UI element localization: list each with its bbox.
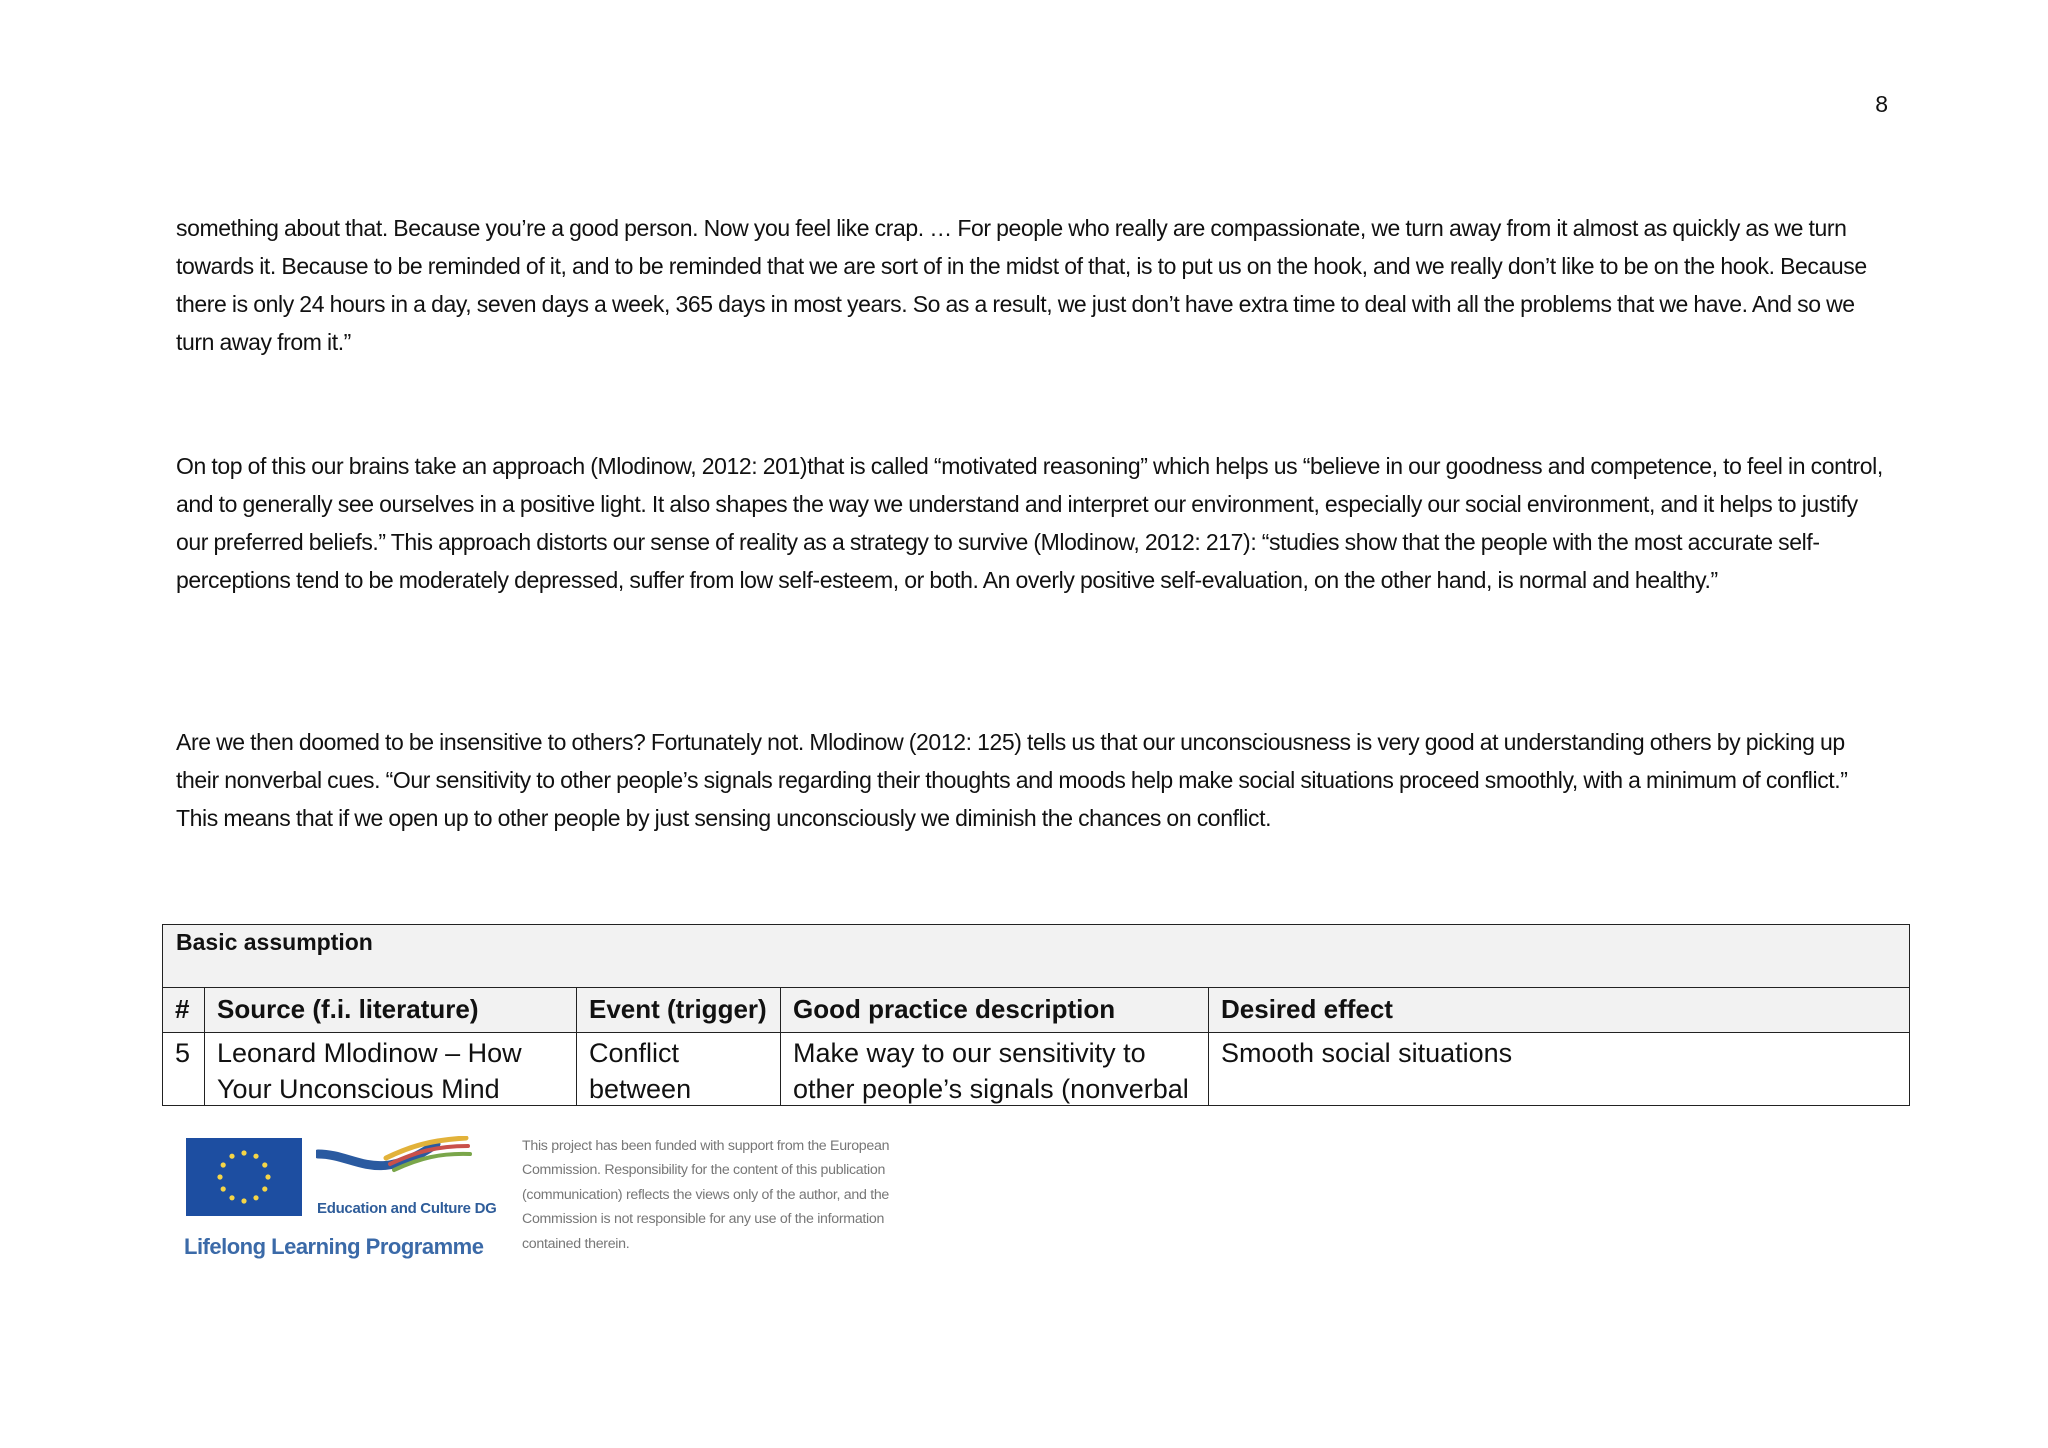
column-header: Source (f.i. literature) xyxy=(205,988,577,1032)
good-practice-table xyxy=(162,924,1910,1106)
eu-star-icon xyxy=(241,1198,246,1203)
eu-flag-icon xyxy=(186,1138,302,1216)
disclaimer-line: This project has been funded with support from the European xyxy=(522,1138,890,1154)
event-cell: Conflict between xyxy=(577,1033,781,1105)
page-number: 8 xyxy=(1875,91,1888,117)
body-paragraph: Are we then doomed to be insensitive to others? Fortunately not. Mlodinow (2012: 125) tells us that our unconsciousness is very good at understanding others by picking up their nonverbal cues. “Our sensitivity to other people’s signals regarding their thoughts and moods help make social situations proceed smoothly, with a minimum of conflict.” This means that if we open up to other people by just sensing unconsciously we diminish the chances on conflict. xyxy=(176,729,1848,831)
body-paragraph: On top of this our brains take an approach (Mlodinow, 2012: 201)that is called “motivated reasoning” which helps us “believe in our goodness and competence, to feel in control, and to generally see ourselves in a positive light. It also shapes the way we understand and interpret our environment, especially our social environment, and it helps to justify our preferred beliefs.” This approach distorts our sense of reality as a strategy to survive (Mlodinow, 2012: 217): “studies show that the people with the most accurate self-perceptions tend to be moderately depressed, suffer from low self-esteem, or both. An overly positive self-evaluation, on the other hand, is normal and healthy.” xyxy=(176,453,1883,593)
disclaimer-line: (communication) reflects the views only of the author, and the xyxy=(522,1186,890,1203)
eu-star-icon xyxy=(253,1154,258,1159)
eu-star-icon xyxy=(229,1195,234,1200)
eu-star-icon xyxy=(253,1195,258,1200)
column-header: Desired effect xyxy=(1221,994,1393,1024)
body-paragraph: something about that. Because you’re a good person. Now you feel like crap. … For people who really are compassionate, we turn away from it almost as quickly as we turn towards it. Because to be reminded of it, and to be reminded that we are sort of in the midst of that, is to put us on the hook, and we really don’t like to be on the hook. Because there is only 24 hours in a day, seven days a week, 365 days in most years. So as a result, we just don’t have extra time to deal with all the problems that we have. And so we turn away from it.” xyxy=(176,215,1867,355)
funding-footer xyxy=(180,1130,970,1270)
eu-star-icon xyxy=(229,1154,234,1159)
disclaimer-line: contained therein. xyxy=(522,1235,630,1252)
row-number-cell: 5 xyxy=(163,1033,205,1105)
eu-star-icon xyxy=(262,1186,267,1191)
table-header-row xyxy=(163,988,1909,1033)
source-cell: Leonard Mlodinow – How Your Unconscious Mind xyxy=(205,1033,577,1105)
table-title-row xyxy=(163,925,1909,988)
eu-star-icon xyxy=(221,1186,226,1191)
programme-label: Lifelong Learning Programme xyxy=(184,1234,484,1259)
eu-star-icon xyxy=(265,1174,270,1179)
eu-star-icon xyxy=(262,1162,267,1167)
eu-star-icon xyxy=(221,1162,226,1167)
effect-cell: Smooth social situations xyxy=(1221,1038,1513,1068)
disclaimer-line: Commission. Responsibility for the content of this publication xyxy=(522,1162,886,1179)
agency-label: Education and Culture DG xyxy=(317,1200,497,1217)
table-grid xyxy=(163,988,1909,1105)
column-header: # xyxy=(163,988,205,1032)
table-row xyxy=(163,1033,1909,1105)
table-title: Basic assumption xyxy=(176,929,373,955)
education-culture-logo-icon xyxy=(316,1136,476,1196)
funding-disclaimer xyxy=(522,1134,982,1256)
eu-star-icon xyxy=(241,1150,246,1155)
column-header: Good practice description xyxy=(781,988,1209,1032)
eu-star-icon xyxy=(217,1174,222,1179)
practice-cell: Make way to our sensitivity to other people’s signals (nonverbal xyxy=(781,1033,1209,1105)
disclaimer-line: Commission is not responsible for any use of the information xyxy=(522,1211,885,1228)
column-header: Event (trigger) xyxy=(577,988,781,1032)
